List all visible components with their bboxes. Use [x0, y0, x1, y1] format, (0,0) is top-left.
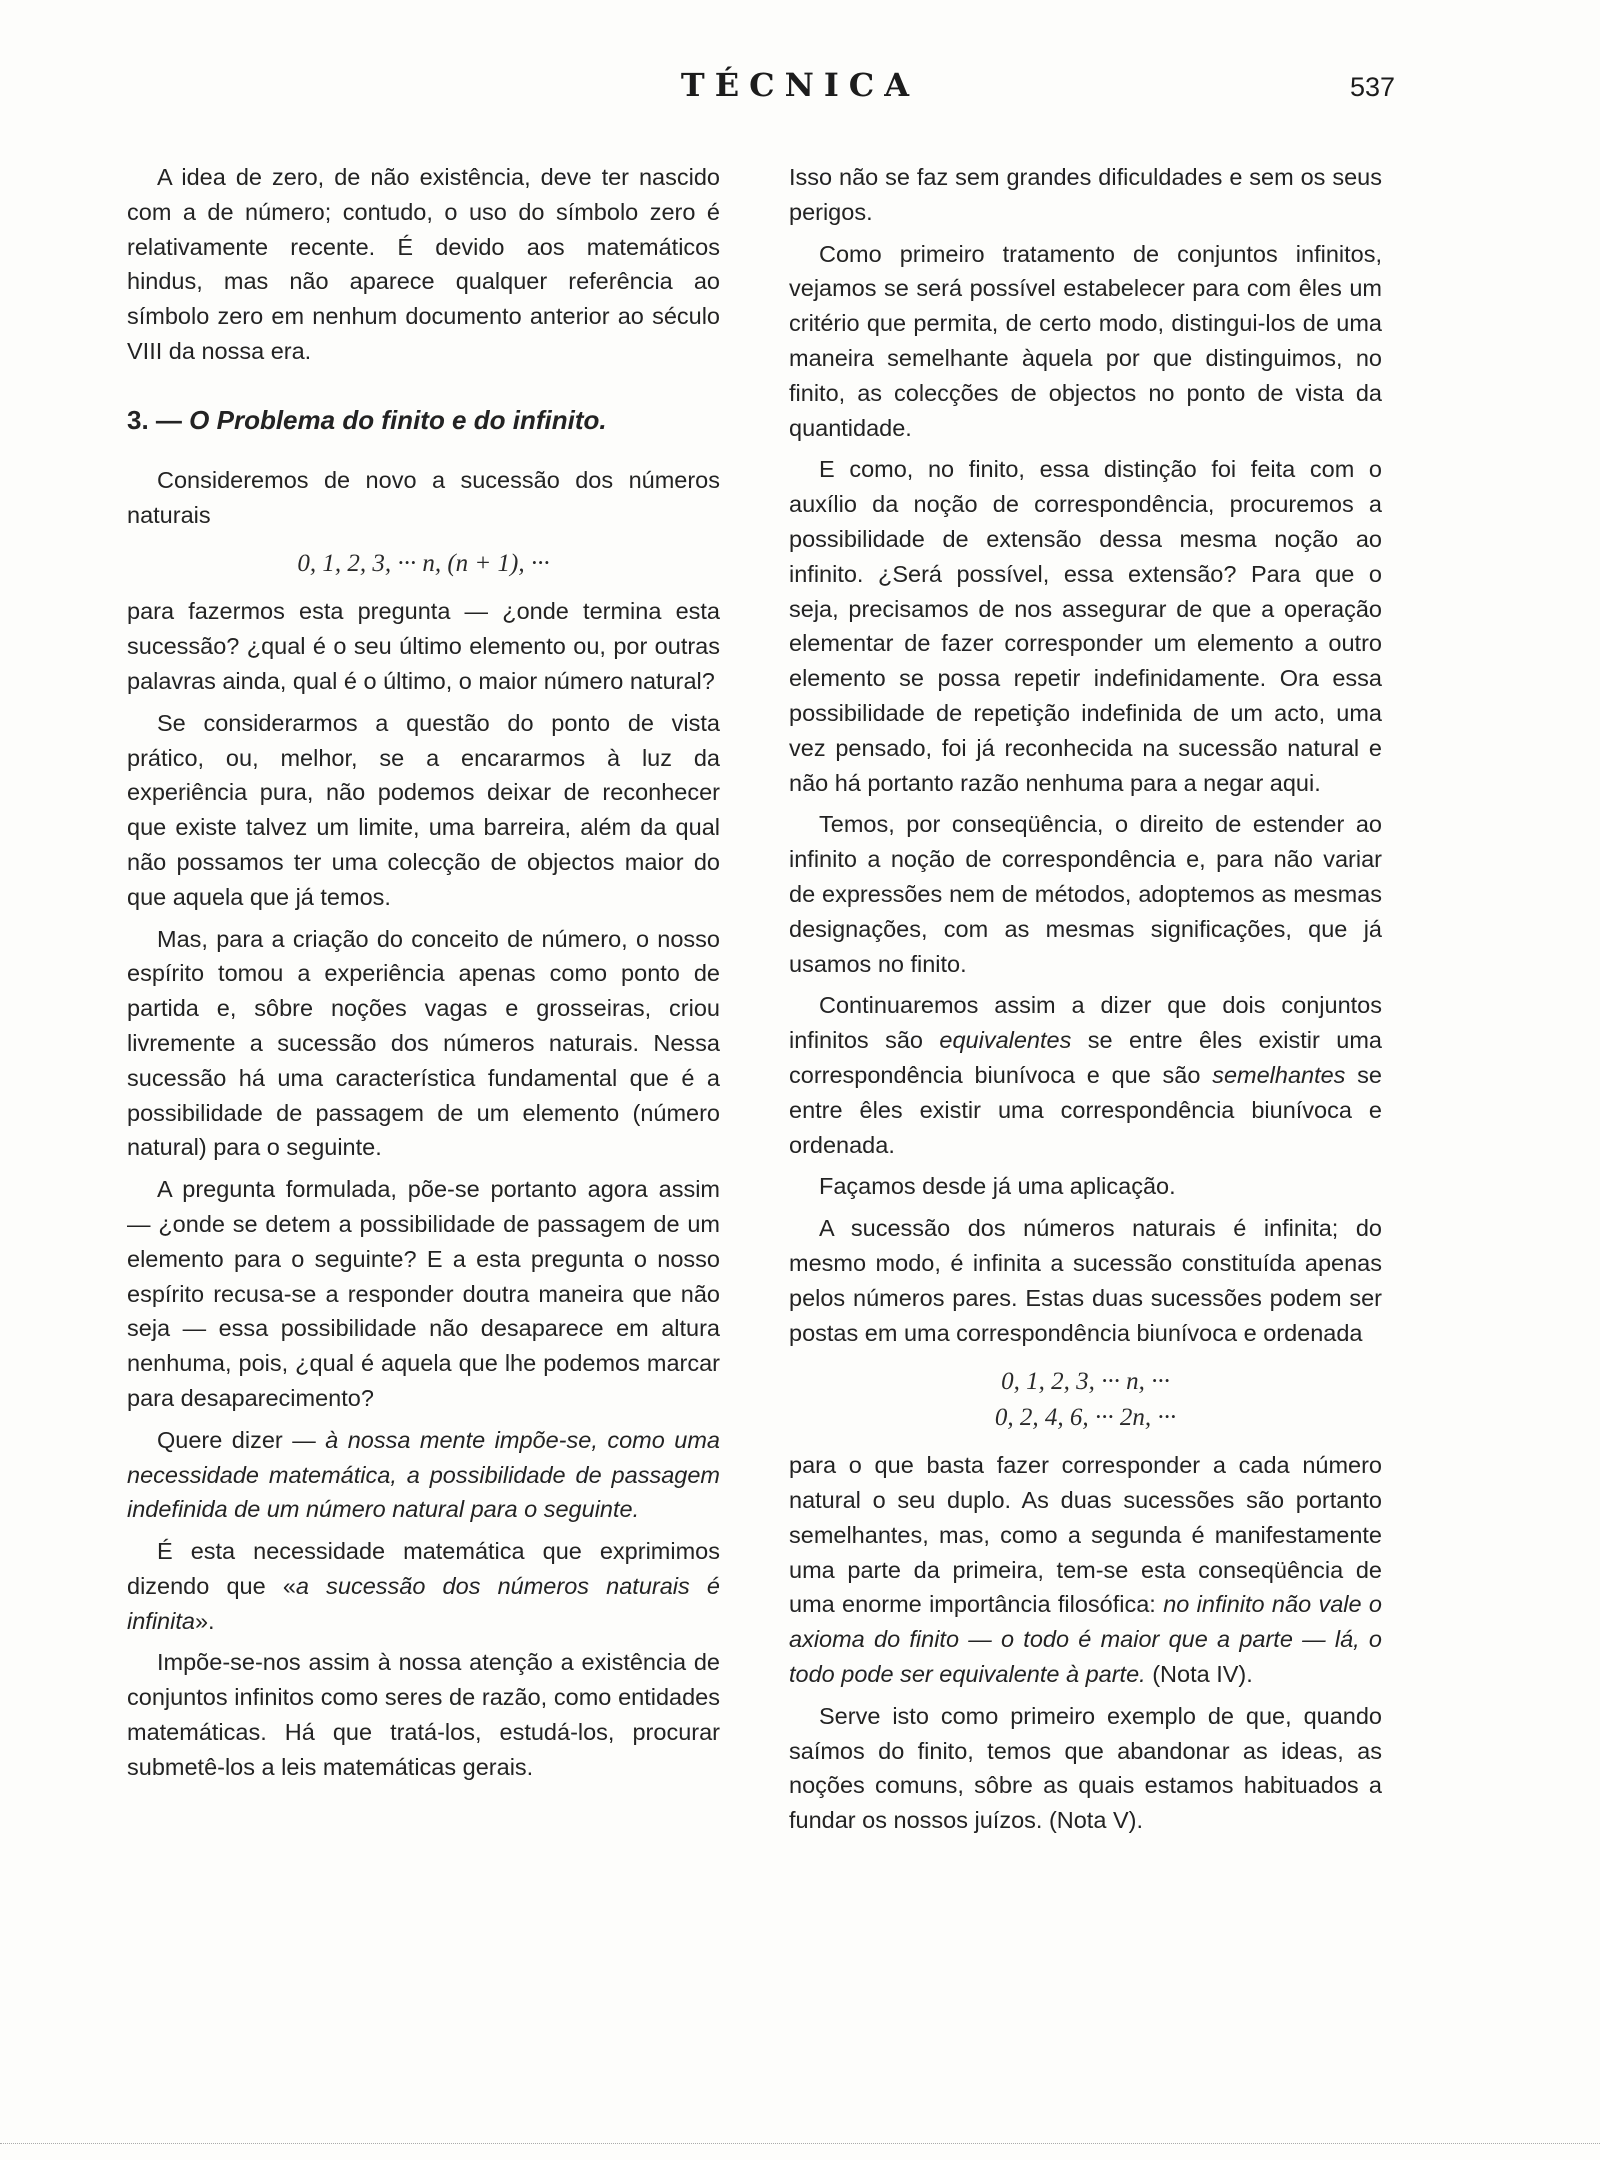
page-number: 537	[1350, 72, 1396, 102]
text-run: se entre êles existir uma correspondência biunívoca e que são	[789, 1027, 1382, 1088]
paragraph: A idea de zero, de não existência, deve ter nascido com a de número; contudo, o uso do símbolo zero é relativamente recente. É devido aos matemáticos hindus, mas não aparece qualquer referência ao símbolo zero em nenhum documento anterior ao século VIII da nossa era.	[127, 164, 720, 364]
formula: 0, 2, 4, 6, ··· 2n, ···	[994, 1404, 1177, 1432]
text-run: (Nota IV).	[1145, 1661, 1253, 1688]
paragraph: Temos, por conseqüência, o direito de estender ao infinito a noção de correspondência e, para não variar de expressões nem de métodos, adoptemos as mesmas designações, com as mesmas significações, que já usamos no finito.	[789, 811, 1382, 977]
right-column	[789, 160, 1382, 1845]
paragraph: E como, no finito, essa distinção foi feita com o auxílio da noção de correspondência, procuremos a possibilidade de extensão dessa mesma noção ao infinito. ¿Será possível, essa extensão? Para que o seja, precisamos de nos assegurar de que a operação elementar de fazer corresponder um elemento a outro elemento se possa repetir indefinidamente. Ora essa possibilidade de repetição indefinida de um acto, uma vez pensado, foi já reconhecida na sucessão natural e não há portanto razão nenhuma para a negar aqui.	[789, 456, 1382, 796]
paragraph: Isso não se faz sem grandes dificuldades e sem os seus perigos.	[789, 164, 1382, 225]
italic-run: equivalentes	[939, 1027, 1072, 1054]
section-title: O Problema do finito e do infinito.	[189, 404, 607, 435]
text-run: É esta necessidade matemática que exprimimos dizendo que «	[127, 1538, 720, 1599]
left-column	[127, 160, 720, 1792]
paragraph: Se considerarmos a questão do ponto de vista prático, ou, melhor, se a encararmos à luz da experiência pura, não podemos deixar de reconhecer que existe talvez um limite, uma barreira, além da qual não possamos ter uma colecção de objectos maior do que aquela que já temos.	[127, 709, 720, 910]
italic-run: no infinito não vale o axioma do finito — o todo é maior que a parte — lá, o todo pode ser equivalente à parte.	[789, 1591, 1382, 1688]
text-run: se entre êles existir uma correspondência biunívoca e ordenada.	[789, 1061, 1382, 1158]
text-run: para o que basta fazer corresponder a cada número natural o seu duplo. As duas sucessões são portanto semelhantes, mas, como a segunda é manifestamente uma parte da primeira, tem-se esta conseqüência de uma enorme importância filosófica:	[789, 1452, 1382, 1618]
formula: 0, 1, 2, 3, ··· n, ···	[1001, 1368, 1170, 1396]
italic-run: semelhantes	[1212, 1061, 1346, 1088]
paragraph: A pregunta formulada, põe-se portanto agora assim — ¿onde se detem a possibilidade de passagem de um elemento para o seguinte? E a esta pregunta o nosso espírito recusa-se a responder doutra maneira que não seja — essa possibilidade não desaparece em altura nenhuma, pois, ¿qual é aquela que lhe podemos marcar para desaparecimento?	[127, 1176, 720, 1411]
text-run: Continuaremos assim a dizer que dois conjuntos infinitos são	[789, 992, 1382, 1054]
paragraph: A sucessão dos números naturais é infinita; do mesmo modo, é infinita a sucessão constituída apenas pelos números pares. Estas duas sucessões podem ser postas em uma correspondência biunívoca e ordenada	[789, 1215, 1382, 1346]
paragraph: para fazermos esta pregunta — ¿onde termina esta sucessão? ¿qual é o seu último elemento ou, por outras palavras ainda, qual é o último, o maior número natural?	[127, 598, 720, 694]
paragraph: Impõe-se-nos assim à nossa atenção a existência de conjuntos infinitos como seres de razão, como entidades matemáticas. Há que tratá-los, estudá-los, procurar submetê-los a leis matemáticas gerais.	[127, 1649, 720, 1780]
running-header	[0, 66, 1600, 116]
paragraph	[127, 1423, 720, 1527]
paragraph: Como primeiro tratamento de conjuntos infinitos, vejamos se será possível estabelecer para com êles um critério que permita, de certo modo, distingui-los de uma maneira semelhante àquela por que distinguimos, no finito, as colecções de objectos no ponto de vista da quantidade.	[789, 240, 1382, 441]
paragraph	[789, 988, 1382, 1162]
paragraph: Consideremos de novo a sucessão dos números naturais	[127, 466, 720, 528]
paragraph	[127, 1534, 720, 1638]
section-number: 3. —	[127, 404, 182, 435]
formula: 0, 1, 2, 3, ··· n, (n + 1), ···	[297, 550, 550, 578]
paragraph: Mas, para a criação do conceito de número, o nosso espírito tomou a experiência apenas como ponto de partida e, sôbre noções vagas e grosseiras, criou livremente a sucessão dos números naturais. Nessa sucessão há uma característica fundamental que é a possibilidade de passagem de um elemento (número natural) para o seguinte.	[127, 925, 720, 1161]
italic-run: a sucessão dos números naturais é infinita	[127, 1572, 720, 1634]
paragraph	[789, 1448, 1382, 1692]
paragraph: Façamos desde já uma aplicação.	[819, 1173, 1176, 1200]
section-heading	[127, 403, 720, 437]
text-run: ».	[194, 1607, 215, 1634]
scan-edge-dots	[0, 2143, 1600, 2146]
paragraph: Serve isto como primeiro exemplo de que, quando saímos do finito, temos que abandonar as ideas, as noções comuns, sôbre as quais estamos habituados a fundar os nossos juízos. (Nota V).	[789, 1702, 1382, 1834]
running-title: TÉCNICA	[680, 66, 920, 104]
italic-run: à nossa mente impõe-se, como uma necessidade matemática, a possibilidade de passagem indefinida de um número natural para o seguinte.	[127, 1426, 720, 1523]
text-run: Quere dizer —	[157, 1426, 326, 1453]
